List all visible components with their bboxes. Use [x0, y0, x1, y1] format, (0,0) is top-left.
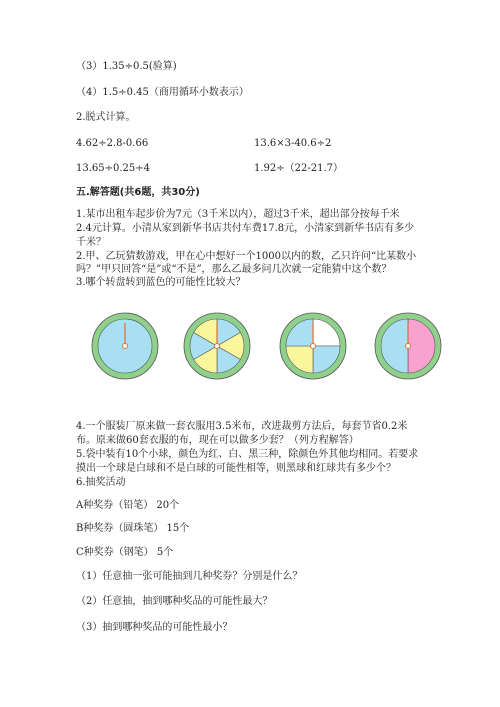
question-3: （3）1.35÷0.5(验算) [76, 61, 177, 72]
sub-question-1: （1）任意抽一张可能抽到几种奖券？分别是什么？ [76, 571, 303, 582]
sub-question-3: （3）抽到哪种奖品的可能性最小？ [76, 622, 233, 633]
problem-5-line-1: 5.袋中装有10个小球，颜色为红、白、黑三种，除颜色外其他均相同。若要求 [76, 449, 419, 460]
section-2-title: 2.脱式计算。 [76, 112, 136, 123]
problem-6: 6.抽奖活动 [76, 477, 126, 488]
wheel-3-hub [311, 344, 316, 349]
spinner-wheels [0, 308, 500, 388]
sub-question-2: （2）任意抽，抽到哪种奖品的可能性最大？ [76, 596, 273, 607]
calc-item-3: 13.65÷0.25÷4 [76, 163, 151, 174]
problem-4-line-2: 布。原来做60套衣服的布，现在可以做多少套？（列方程解答） [76, 435, 359, 446]
wheel-1-hub [123, 344, 128, 349]
prize-c: C种奖券（钢笔） 5个 [76, 547, 174, 558]
problem-2-line-1: 2.甲、乙玩猜数游戏，甲在心中想好一个1000以内的数，乙只许问“比某数小 [76, 251, 417, 262]
calc-item-1: 4.62÷2.8-0.66 [76, 138, 149, 149]
wheel-2-hub [215, 344, 220, 349]
problem-1-line-3: 千米？ [76, 237, 106, 248]
problem-5-line-2: 摸出一个球是白球和不是白球的可能性相等，则黑球和红球共有多少个？ [76, 463, 396, 474]
problem-1-line-1: 1.某市出租车起步价为7元（3千米以内），超过3千米，超出部分按每千米 [76, 209, 400, 220]
problem-1-line-2: 2.4元计算。小清从家到新华书店共付车费17.8元，小清家到新华书店有多少 [76, 223, 415, 234]
calc-item-4: 1.92÷（22-21.7） [254, 163, 344, 174]
section-5-title: 五.解答题(共6题，共30分) [76, 187, 200, 198]
question-4: （4）1.5÷0.45（商用循环小数表示） [76, 87, 249, 98]
calc-item-2: 13.6×3-40.6÷2 [254, 138, 332, 149]
prize-a: A种奖券（铅笔） 20个 [76, 500, 180, 511]
prize-b: B种奖券（圆珠笔） 15个 [76, 523, 190, 534]
wheel-4-hub [406, 344, 411, 349]
problem-2-line-2: 吗？”甲只回答“是”或“不是”，那么乙最多问几次就一定能猜中这个数？ [76, 264, 392, 275]
problem-4-line-1: 4.一个服装厂原来做一套衣服用3.5米布，改进裁剪方法后，每套节省0.2米 [76, 421, 408, 432]
problem-3: 3.哪个转盘转到蓝色的可能性比较大？ [76, 277, 246, 288]
